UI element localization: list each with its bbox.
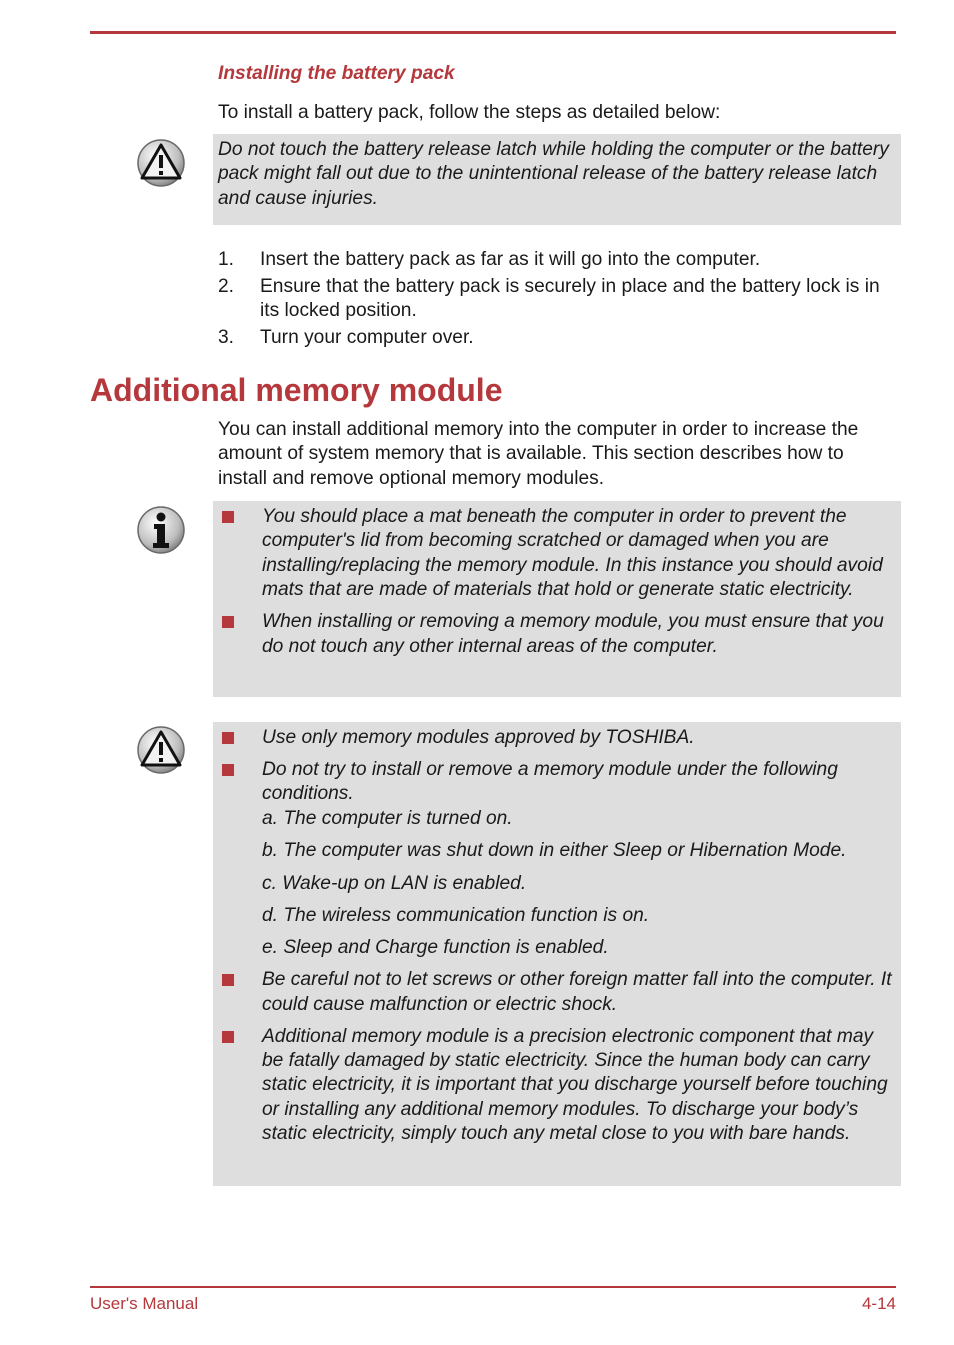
list-item (218, 968, 895, 1017)
footer-page-number: 4-14 (861, 1294, 896, 1313)
step-item (218, 275, 898, 324)
list-item (218, 610, 895, 659)
condition-item: b. The computer was shut down in either Sleep or Hibernation Mode. (262, 840, 847, 862)
step-number: 1. (218, 249, 235, 270)
condition-item: d. The wireless communication function is on. (262, 904, 650, 926)
spacer (262, 896, 895, 904)
list-item (218, 1025, 895, 1147)
warning-text-battery-latch: Do not touch the battery release latch while holding the computer or the battery pack might fall out due to the unintentional release of the battery release latch and cause injuries. (218, 139, 889, 209)
info-item-text: You should place a mat beneath the computer in order to prevent the computer's lid from becoming scratched or damaged when you are installing/replacing the memory module. In this instance you should avoid mats that are made of materials that hold or generate static electricity. (262, 506, 883, 601)
section-intro: You can install additional memory into the computer in order to increase the amount of system memory that is available. This section describes how to install and remove optional memory modules. (218, 419, 859, 489)
warning-item-text (262, 758, 895, 961)
step-number: 2. (218, 276, 235, 297)
conditions-intro: Do not try to install or remove a memory module under the following conditions. (262, 758, 838, 805)
warning-list (218, 726, 895, 1147)
spacer (262, 831, 895, 839)
warning-box-battery-latch (213, 134, 901, 225)
info-icon (136, 505, 186, 555)
step-text: Ensure that the battery pack is securely in place and the battery lock is in its locked position. (260, 276, 880, 322)
footer-manual-title: User's Manual (90, 1294, 199, 1313)
bullet-square (222, 511, 234, 523)
warning-item-text: Use only memory modules approved by TOSHIBA. (262, 727, 695, 748)
list-item (218, 758, 895, 961)
bullet-square (222, 764, 234, 776)
battery-intro: To install a battery pack, follow the steps as detailed below: (218, 102, 721, 123)
spacer (262, 928, 895, 936)
spacer (262, 864, 895, 872)
step-number: 3. (218, 327, 235, 349)
info-item-text: When installing or removing a memory module, you must ensure that you do not touch any other internal areas of the computer. (262, 611, 884, 657)
list-item (218, 505, 895, 603)
list-item (218, 726, 895, 750)
footer-rule (90, 1286, 896, 1288)
warning-box-memory (213, 722, 901, 1186)
warning-icon (136, 725, 186, 775)
installation-steps (218, 248, 898, 353)
condition-item: c. Wake-up on LAN is enabled. (262, 872, 527, 894)
step-text: Turn your computer over. (260, 327, 474, 349)
bullet-square (222, 974, 234, 986)
bullet-square (222, 732, 234, 744)
warning-icon (136, 138, 186, 188)
subheading-installing-battery: Installing the battery pack (218, 63, 455, 84)
info-list (218, 505, 895, 659)
step-text: Insert the battery pack as far as it will go into the computer. (260, 249, 761, 270)
warning-item-text: Be careful not to let screws or other foreign matter fall into the computer. It could cause malfunction or electric shock. (262, 969, 892, 1015)
bullet-square (222, 1031, 234, 1043)
condition-item: a. The computer is turned on. (262, 807, 513, 829)
warning-item-text: Additional memory module is a precision electronic component that may be fatally damaged by static electricity. Since the human body can carry static electricity, it is important that you discharge yourself before touching or installing any additional memory modules. To discharge your body’s static electricity, simply touch any metal close to you with bare hands. (262, 1025, 888, 1145)
bullet-square (222, 616, 234, 628)
condition-item: e. Sleep and Charge function is enabled. (262, 937, 609, 959)
section-title: Additional memory module (90, 372, 503, 408)
step-item (218, 248, 898, 272)
step-item (218, 326, 898, 350)
header-rule (90, 31, 896, 34)
info-box-memory (213, 501, 901, 697)
